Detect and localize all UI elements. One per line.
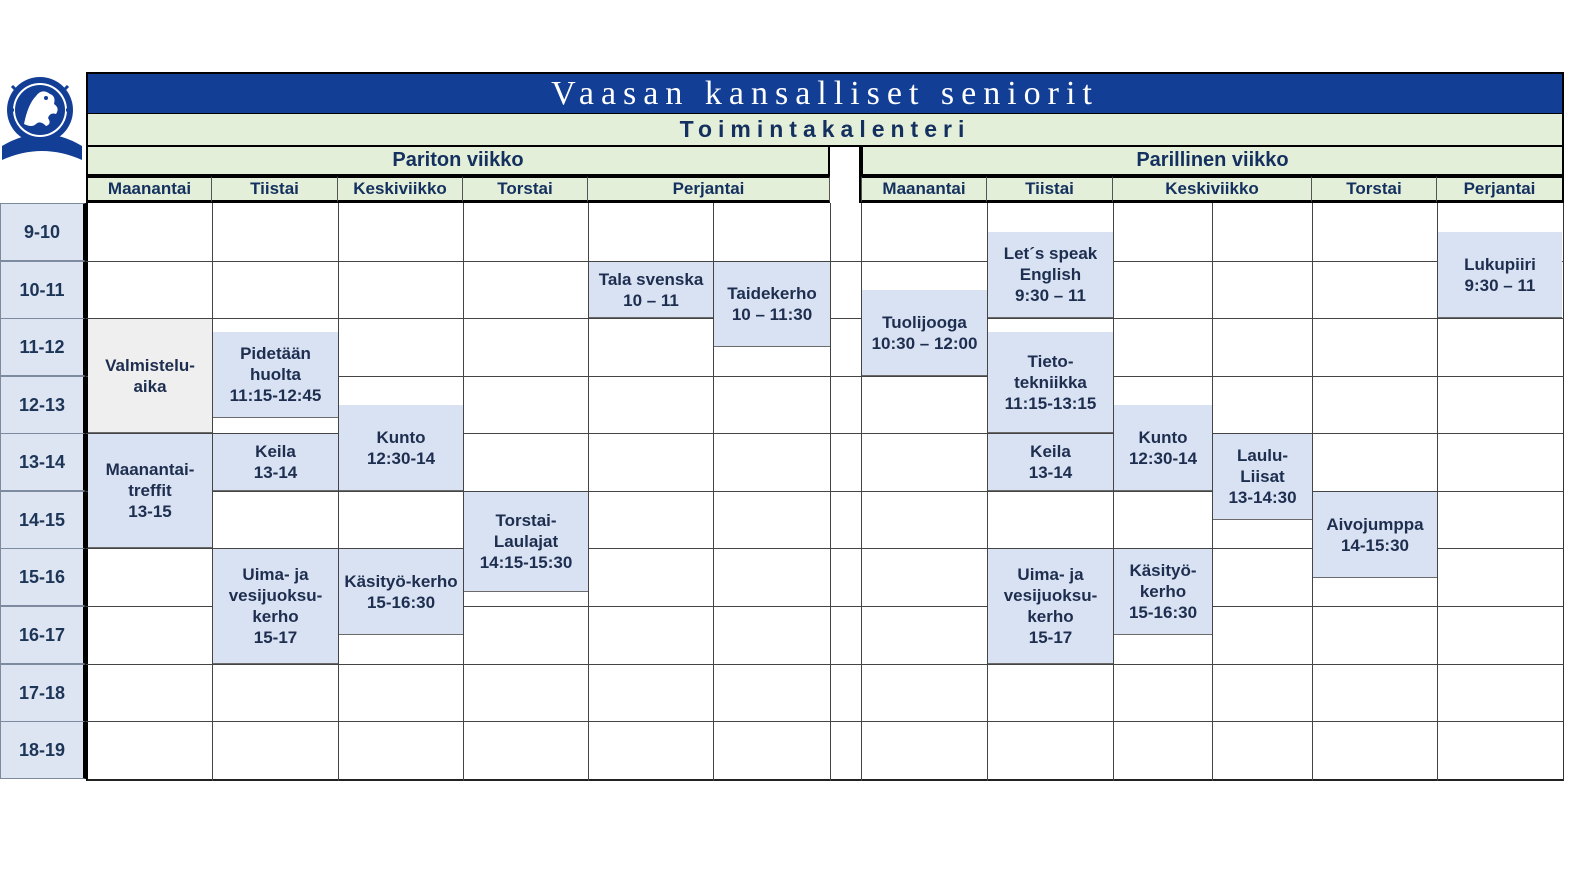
time-slot: 12-13 (0, 376, 86, 434)
event-odd-pidetaan-huolta[interactable]: Pidetään huolta 11:15-12:45 (213, 332, 338, 418)
event-even-kasityokerho[interactable]: Käsityö- kerho 15-16:30 (1114, 549, 1212, 635)
day-header-even-keskiviikko: Keskiviikko (1113, 176, 1312, 203)
time-slot: 15-16 (0, 548, 86, 606)
event-even-laulu-liisat[interactable]: Laulu- Liisat 13-14:30 (1213, 434, 1312, 520)
week-header-odd: Pariton viikko (86, 147, 830, 176)
week-header-even: Parillinen viikko (861, 147, 1564, 176)
event-odd-keila[interactable]: Keila 13-14 (213, 434, 338, 491)
grid-vline (212, 203, 213, 781)
event-odd-tala-svenska[interactable]: Tala svenska 10 – 11 (589, 262, 713, 318)
time-slot: 18-19 (0, 721, 86, 779)
event-odd-kasityokerho[interactable]: Käsityö-kerho 15-16:30 (339, 549, 463, 635)
event-odd-taidekerho[interactable]: Taidekerho 10 – 11:30 (714, 262, 830, 347)
time-slot: 17-18 (0, 664, 86, 722)
day-header-odd-keskiviikko: Keskiviikko (338, 176, 463, 203)
time-slot: 16-17 (0, 606, 86, 664)
day-header-even-perjantai: Perjantai (1437, 176, 1564, 203)
event-even-lukupiiri[interactable]: Lukupiiri 9:30 – 11 (1438, 232, 1562, 318)
event-even-uimakerho[interactable]: Uima- ja vesijuoksu- kerho 15-17 (988, 549, 1113, 664)
time-slot: 14-15 (0, 491, 86, 549)
day-header-odd-perjantai: Perjantai (588, 176, 830, 203)
day-header-even-maanantai: Maanantai (861, 176, 987, 203)
grid-vline (1113, 203, 1114, 781)
event-even-tuolijooga[interactable]: Tuolijooga 10:30 – 12:00 (862, 290, 987, 376)
event-even-lets-speak-english[interactable]: Let´s speak English 9:30 – 11 (988, 232, 1113, 318)
week-separator (830, 147, 861, 203)
grid-hline (86, 721, 1564, 722)
day-header-even-torstai: Torstai (1312, 176, 1437, 203)
lion-crest-logo-icon (0, 74, 84, 160)
grid-vline (830, 203, 831, 781)
day-header-odd-tiistai: Tiistai (212, 176, 338, 203)
event-odd-uimakerho[interactable]: Uima- ja vesijuoksu- kerho 15-17 (213, 549, 338, 664)
calendar-subtitle: Toimintakalenteri (86, 114, 1564, 147)
calendar-title: Vaasan kansalliset seniorit (86, 72, 1564, 115)
event-odd-valmisteluaika[interactable]: Valmistelu- aika (88, 319, 212, 433)
time-slot: 11-12 (0, 318, 86, 376)
day-header-odd-torstai: Torstai (463, 176, 588, 203)
event-odd-kunto[interactable]: Kunto 12:30-14 (339, 405, 463, 491)
day-header-even-tiistai: Tiistai (987, 176, 1113, 203)
time-slot: 10-11 (0, 261, 86, 319)
event-even-keila[interactable]: Keila 13-14 (988, 434, 1113, 491)
grid-hline (86, 664, 1564, 665)
event-odd-maanantaitreffit[interactable]: Maanantai- treffit 13-15 (88, 434, 212, 548)
grid-vline (338, 203, 339, 781)
event-even-tietotekniikka[interactable]: Tieto- tekniikka 11:15-13:15 (988, 332, 1113, 433)
day-header-odd-maanantai: Maanantai (86, 176, 212, 203)
time-slot: 9-10 (0, 203, 86, 261)
event-odd-torstailaulajat[interactable]: Torstai- Laulajat 14:15-15:30 (464, 492, 588, 592)
event-even-kunto[interactable]: Kunto 12:30-14 (1114, 405, 1212, 491)
time-slot: 13-14 (0, 433, 86, 491)
event-even-aivojumppa[interactable]: Aivojumppa 14-15:30 (1313, 492, 1437, 578)
